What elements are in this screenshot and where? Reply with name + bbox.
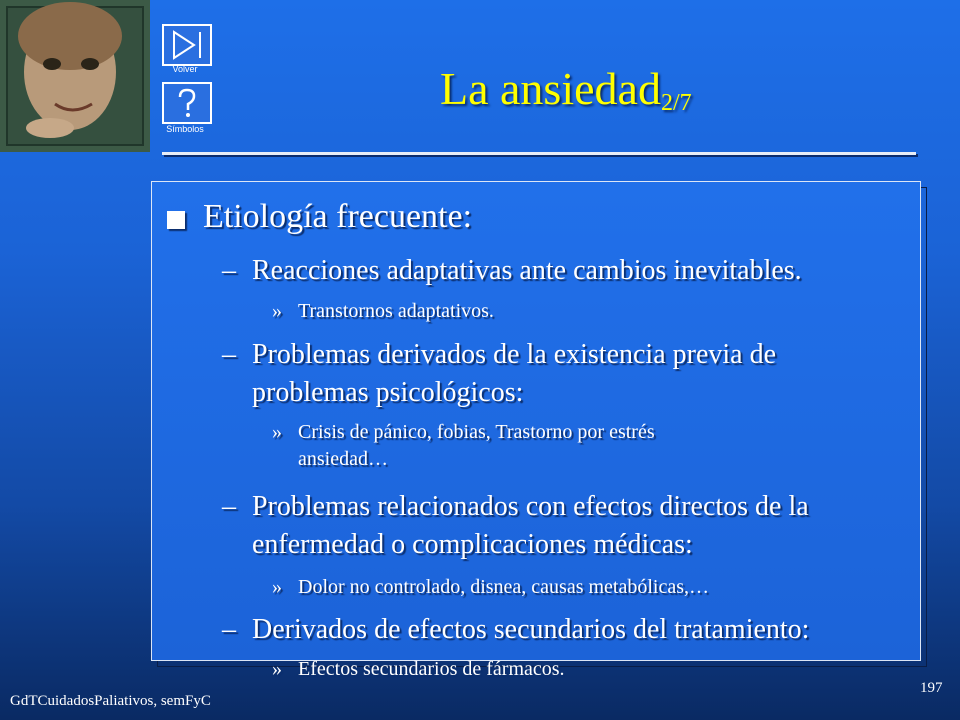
slide-title [440, 62, 692, 117]
item-4-line-1: Derivados de efectos secundarios del tratamiento: [252, 614, 810, 645]
item-2-line-2: problemas psicológicos: [252, 377, 524, 408]
portrait-image [0, 0, 150, 152]
subitem-4-line-1: Efectos secundarios de fármacos. [298, 658, 565, 680]
item-2-line-1: Problemas derivados de la existencia previa de [252, 339, 777, 370]
page-number: 197 [920, 680, 943, 696]
subitem-2-mark: » [272, 421, 282, 443]
back-button[interactable] [162, 24, 212, 66]
subitem-3-line-1: Dolor no controlado, disnea, causas metabólicas,… [298, 576, 709, 598]
title-subscript: 2/7 [660, 90, 692, 116]
item-3-dash: – [222, 491, 236, 522]
title-underline [162, 152, 916, 155]
question-mark-icon [164, 84, 210, 122]
subitem-2-line-1: Crisis de pánico, fobias, Trastorno por estrés [298, 421, 655, 443]
subitem-4-mark: » [272, 658, 282, 680]
item-3-line-1: Problemas relacionados con efectos directos de la [252, 491, 809, 522]
subitem-3-mark: » [272, 576, 282, 598]
subitem-1-mark: » [272, 300, 282, 322]
item-2-dash: – [222, 339, 236, 370]
title-text: La ansiedad [440, 63, 661, 114]
back-label: Volver [172, 64, 198, 74]
subitem-1-line-1: Transtornos adaptativos. [298, 300, 494, 322]
item-1-dash: – [222, 255, 236, 286]
footer-author: GdTCuidadosPaliativos, semFyC [10, 693, 211, 709]
symbols-button[interactable] [162, 82, 212, 124]
square-bullet-icon [167, 211, 185, 229]
item-1-line-1: Reacciones adaptativas ante cambios inevitables. [252, 255, 802, 286]
subitem-2-line-2: ansiedad… [298, 448, 388, 470]
item-3-line-2: enfermedad o complicaciones médicas: [252, 529, 693, 560]
play-icon [164, 26, 210, 64]
item-4-dash: – [222, 614, 236, 645]
etiology-heading: Etiología frecuente: [203, 198, 473, 235]
symbols-label: Símbolos [166, 124, 204, 134]
